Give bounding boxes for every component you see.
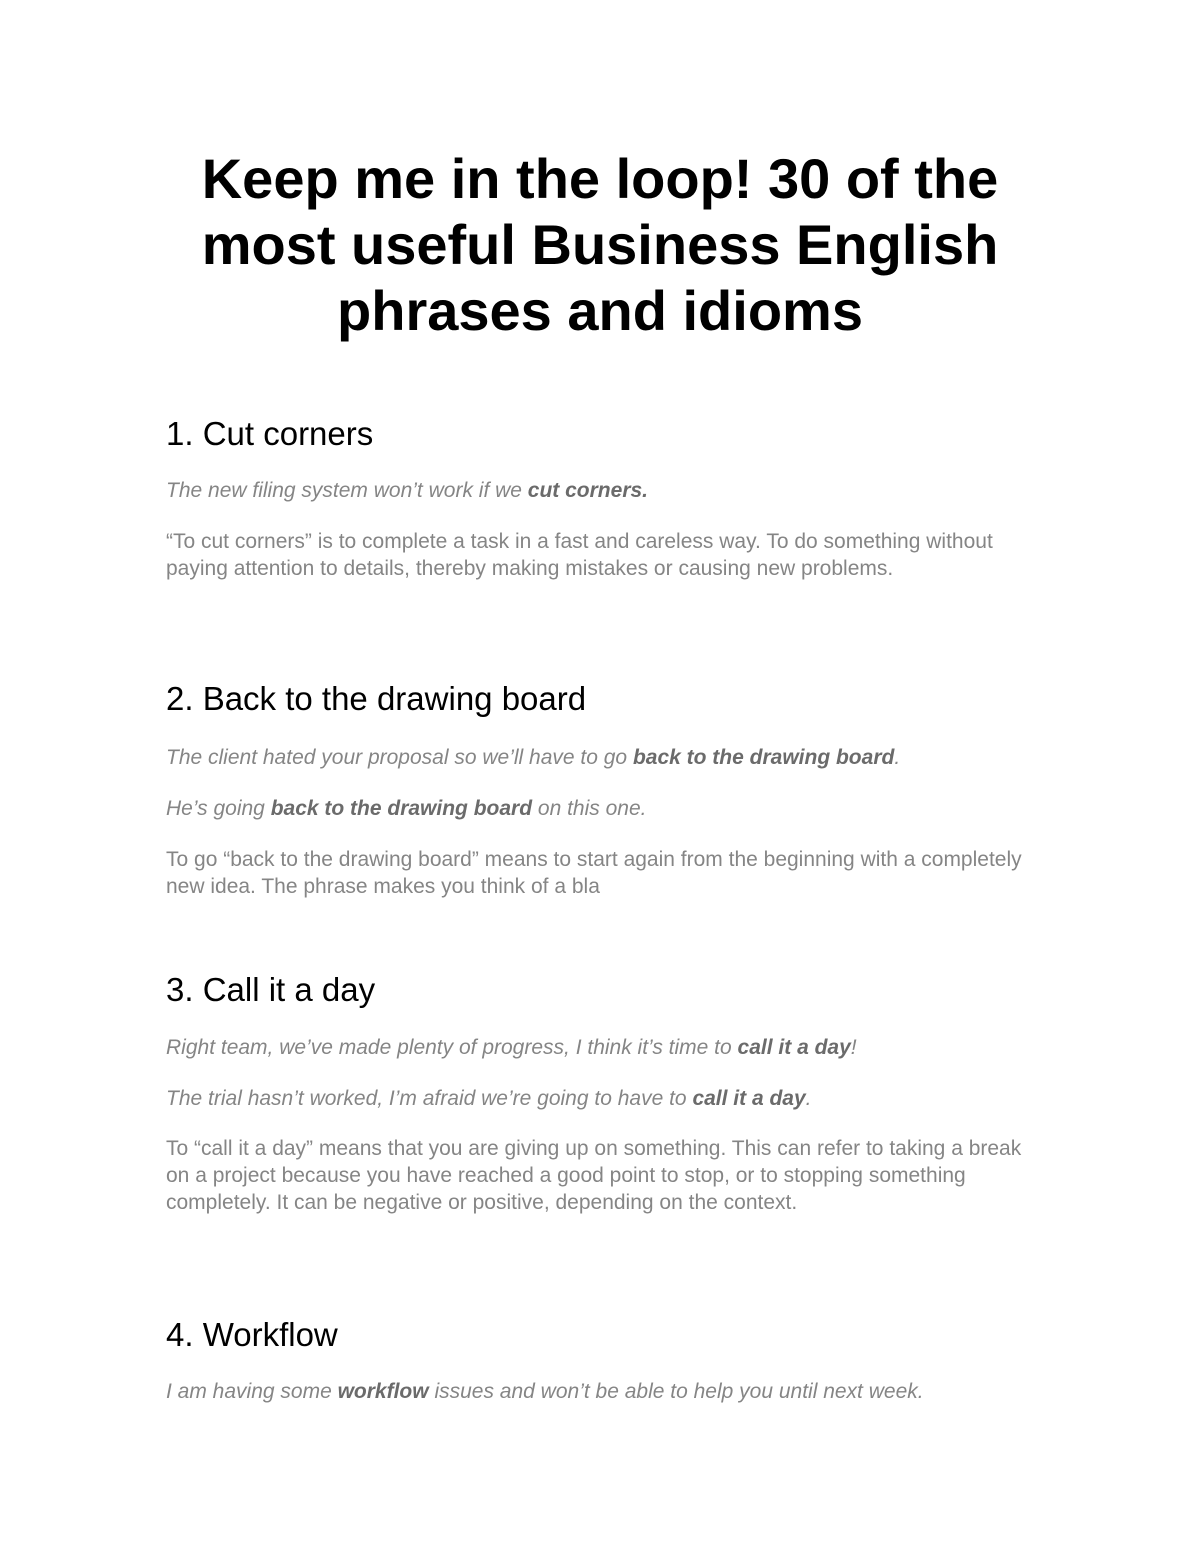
title-line-1: Keep me in the loop! 30 of the	[201, 147, 999, 210]
section-3-example-2: The trial hasn’t worked, I’m afraid we’re going to have to call it a day.	[166, 1087, 812, 1110]
section-2-heading: 2. Back to the drawing board	[166, 680, 587, 717]
section-4-heading: 4. Workflow	[166, 1316, 338, 1353]
section-3-example-1: Right team, we’ve made plenty of progress, I think it’s time to call it a day!	[166, 1036, 857, 1059]
section-1-description: “To cut corners” is to complete a task in a fast and careless way. To do something without paying attention to details, thereby making mistakes or causing new problems.	[166, 530, 993, 580]
title-line-3: phrases and idioms	[337, 279, 863, 342]
section-2-description: To go “back to the drawing board” means to start again from the beginning with a completely new idea. The phrase makes you think of a bla	[166, 848, 1022, 898]
section-1-heading: 1. Cut corners	[166, 415, 374, 452]
section-1-example-1: The new filing system won’t work if we cut corners.	[166, 479, 649, 502]
title-line-2: most useful Business English	[201, 213, 999, 276]
section-4-example-1: I am having some workflow issues and won’t be able to help you until next week.	[166, 1380, 924, 1403]
section-2-example-2: He’s going back to the drawing board on this one.	[166, 797, 647, 820]
section-3-heading: 3. Call it a day	[166, 971, 376, 1008]
document-title	[150, 146, 1050, 344]
section-2-example-1: The client hated your proposal so we’ll have to go back to the drawing board.	[166, 746, 901, 769]
section-3-description: To “call it a day” means that you are giving up on something. This can refer to taking a break on a project because you have reached a good point to stop, or to stopping something completely. It can be negative or positive, depending on the context.	[166, 1137, 1022, 1214]
